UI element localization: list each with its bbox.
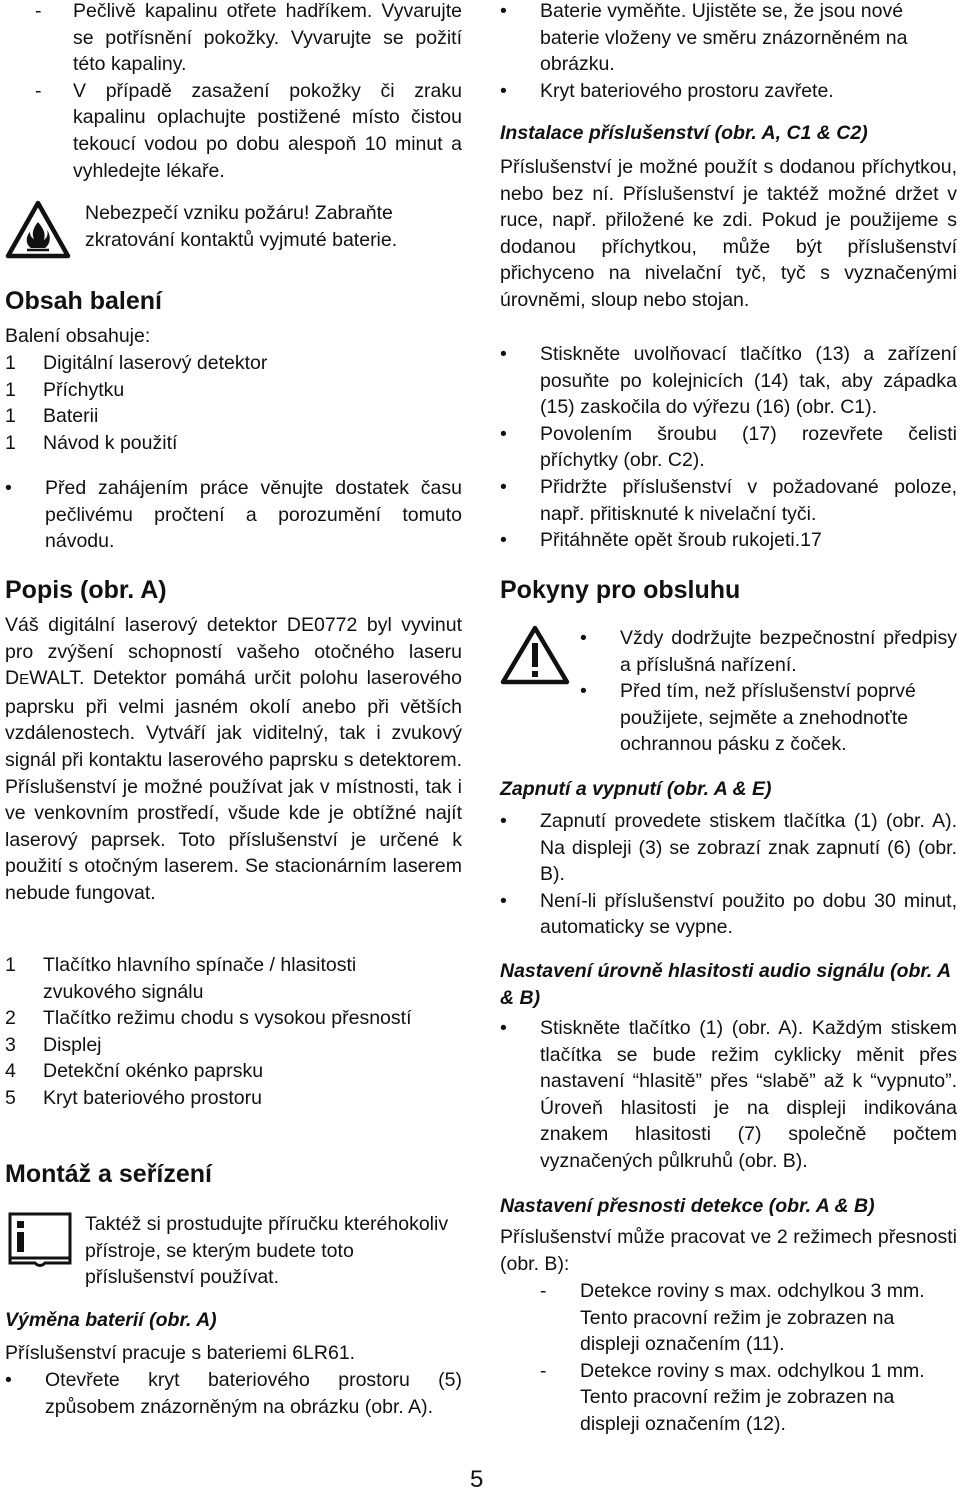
accessory-title: Instalace příslušenství (obr. A, C1 & C2)	[500, 122, 868, 144]
contents-bullet: • Před zahájením práce věnujte dostatek času pečlivému pročtení a porozumění tomuto návodu.	[5, 475, 462, 555]
list-item: 1 Tlačítko hlavního spínače / hlasitosti zvukového signálu	[5, 954, 357, 1003]
bullet-marker: •	[500, 1017, 507, 1039]
parts-list	[5, 952, 425, 1112]
dash-marker: -	[540, 1359, 547, 1382]
list-item: • Baterie vyměňte. Ujistěte se, že jsou nové baterie vloženy ve směru znázorněném na obrázku.	[500, 0, 957, 78]
list-item: 1 Baterii	[5, 405, 99, 428]
list-item: • Kryt bateriového prostoru zavřete.	[500, 78, 957, 105]
info-note-text: Taktéž si prostudujte příručku kteréhokoliv přístroje, se kterým budete toto příslušenství používat.	[85, 1213, 449, 1289]
list-item: • Zapnutí provedete stiskem tlačítka (1) (obr. A). Na displeji (3) se zobrazí znak zapnutí (6) (obr. B).	[500, 808, 957, 888]
precision-list	[500, 1278, 957, 1438]
safety-dash-list	[35, 0, 462, 184]
list-item: • Není-li příslušenství použito po dobu 30 minut, automaticky se vypne.	[500, 888, 957, 941]
operation-warning-block	[500, 625, 957, 758]
battery-title: Výměna baterií (obr. A)	[5, 1309, 217, 1331]
safety-dash-text: V případě zasažení pokožky či zraku kapalinu oplachujte postižené místo čistou tekoucí vodou po dobu alespoň 10 minut a vyhledejte lékaře.	[73, 79, 462, 182]
list-item: 4 Detekční okénko paprsku	[5, 1060, 264, 1083]
list-item: 5 Kryt bateriového prostoru	[5, 1086, 262, 1109]
list-item: 2 Tlačítko režimu chodu s vysokou přesností	[5, 1007, 412, 1030]
dash-marker: -	[35, 79, 42, 102]
manual-info-icon	[5, 1211, 85, 1277]
list-item	[35, 78, 462, 184]
list-item: 1 Příchytku	[5, 378, 125, 401]
bullet-marker: •	[500, 0, 507, 22]
bullet-marker: •	[580, 627, 587, 649]
info-note-block	[5, 1211, 462, 1291]
bullet-marker: •	[5, 477, 12, 499]
fire-warning-block	[5, 200, 462, 268]
contents-title: Obsah balení	[5, 287, 162, 315]
bullet-marker: •	[580, 680, 587, 703]
bullet-marker: •	[5, 1369, 12, 1391]
precision-title: Nastavení přesnosti detekce (obr. A & B)	[500, 1195, 875, 1217]
fire-warning-icon	[5, 200, 85, 268]
battery-text: Příslušenství pracuje s bateriemi 6LR61.	[5, 1342, 356, 1364]
list-item: 3 Displej	[5, 1033, 102, 1056]
page-number: 5	[470, 1466, 484, 1493]
list-item: • Povolením šroubu (17) rozevřete čelisti příchytky (obr. C2).	[500, 421, 957, 474]
fire-warning-text: Nebezpečí vzniku požáru! Zabraňte zkratování kontaktů vyjmuté baterie.	[85, 202, 398, 251]
bullet-marker: •	[500, 529, 507, 552]
list-item: • Přitáhněte opět šroub rukojeti.17	[500, 527, 957, 554]
list-item: • Přidržte příslušenství v požadované poloze, např. přitisknuté k nivelační tyči.	[500, 474, 957, 527]
operation-title: Pokyny pro obsluhu	[500, 576, 741, 604]
list-item: 1 Digitální laserový detektor	[5, 352, 268, 374]
list-item: 1 Návod k použití	[5, 431, 178, 454]
description-text: Váš digitální laserový detektor DE0772 byl vyvinut pro zvýšení schopností vašeho otočného laseru DEWALT. Detektor pomáhá určit polohu laserového paprsku při velmi jasném okolí anebo při větších vzdálenostech. Vytváří jak viditelný, tak i zvukový signál při kontaktu laserového paprsku s detektorem. Příslušenství je možné používat jak v místnosti, tak i ve venkovním prostředí, všude kde je obtížné najít laserový paprsek. Toto příslušenství je určené k použití s otočným laserem. Se stacionárním laserem nebude fungovat.	[5, 614, 462, 904]
bullet-marker: •	[500, 889, 507, 912]
accessory-bullets	[500, 341, 957, 554]
operation-warning-list	[580, 625, 957, 758]
contents-intro: Balení obsahuje:	[5, 325, 151, 347]
warning-triangle-icon	[500, 625, 580, 758]
safety-dash-text: Pečlivě kapalinu otřete hadříkem. Vyvarujte se potřísnění pokožky. Vyvarujte se požití této kapaliny.	[73, 0, 462, 76]
onoff-title: Zapnutí a vypnutí (obr. A & E)	[500, 778, 772, 800]
bullet-marker: •	[500, 422, 507, 445]
list-item: • Před tím, než příslušenství poprvé použijete, sejměte a znehodnoťte ochrannou pásku z čoček.	[580, 678, 957, 758]
bullet-marker: •	[500, 475, 507, 498]
list-item: • Vždy dodržujte bezpečnostní předpisy a příslušná nařízení.	[580, 625, 957, 678]
dash-marker: -	[540, 1280, 547, 1302]
volume-title: Nastavení úrovně hlasitosti audio signálu (obr. A & B)	[500, 960, 951, 1009]
list-item	[35, 0, 462, 78]
bullet-marker: •	[500, 810, 507, 832]
bullet-marker: •	[500, 343, 507, 365]
assembly-title: Montáž a seřízení	[5, 1160, 212, 1188]
battery-bullet: • Otevřete kryt bateriového prostoru (5) způsobem znázorněným na obrázku (obr. A).	[5, 1367, 462, 1420]
list-item: - Detekce roviny s max. odchylkou 1 mm. Tento pracovní režim je zobrazen na displeji označením (12).	[500, 1358, 957, 1438]
battery-bullets	[500, 0, 957, 104]
volume-bullet: • Stiskněte tlačítko (1) (obr. A). Každým stiskem tlačítka se bude režim cyklicky měnit přes nastavení “hlasitě” přes “slabě” až k “vypnuto”. Úroveň hlasitosti je na displeji indikována znakem hlasitosti (7) společně počtem vyznačených půlkruhů (obr. B).	[500, 1015, 957, 1175]
dash-marker: -	[35, 0, 42, 22]
onoff-bullets	[500, 808, 957, 941]
description-title: Popis (obr. A)	[5, 576, 167, 604]
accessory-text: Příslušenství je možné použít s dodanou příchytkou, nebo bez ní. Příslušenství je taktéž možné držet v ruce, např. přiložené ke zdi. Pokud je použijeme s dodanou příchytkou, může být příslušenství přichyceno na nivelační tyč, tyč s vyznačenými úrovněmi, sloup nebo stojan.	[500, 156, 957, 311]
precision-text: Příslušenství může pracovat ve 2 režimech přesnosti (obr. B):	[500, 1226, 957, 1275]
list-item: - Detekce roviny s max. odchylkou 3 mm. Tento pracovní režim je zobrazen na displeji označením (11).	[500, 1278, 957, 1358]
list-item: • Stiskněte uvolňovací tlačítko (13) a zařízení posuňte po kolejnicích (14) tak, aby západka (15) zaskočila do výřezu (16) (obr. C1).	[500, 341, 957, 421]
bullet-marker: •	[500, 79, 507, 102]
contents-list	[5, 350, 462, 456]
